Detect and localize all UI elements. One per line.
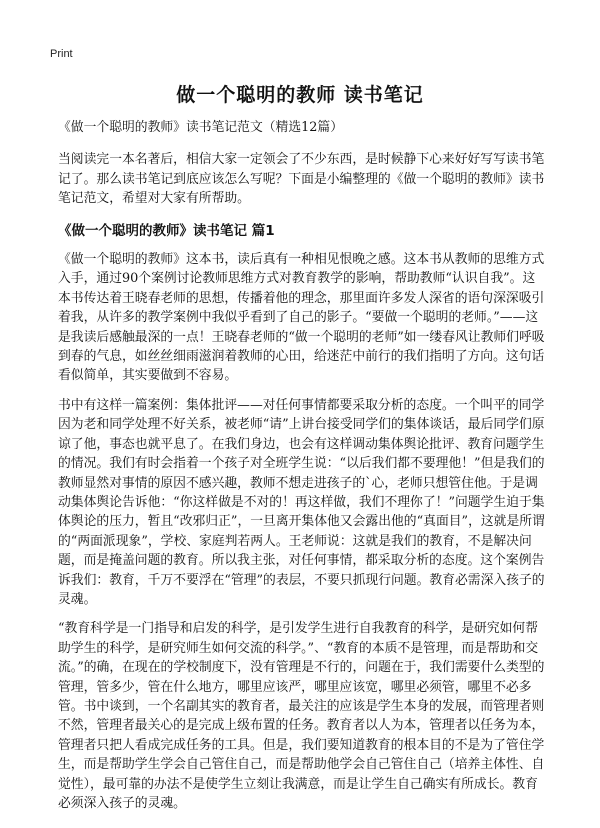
body-paragraph: 书中有这样一篇案例：集体批评——对任何事情都要采取分析的态度。一个叫平的同学因为老和同学处理不好关系，被老师“请”上讲台接受同学们的集体谈话，最后同学们原谅了他，事态也就平息了。在我们身边，也会有这样调动集体舆论批评、教育问题学生的情况。我们有时会指着一个孩子对全班学生说：“以后我们都不要理他！”但是我们的教师显然对事情的原因不感兴趣，教师不想走进孩子的`心，老师只想管住他。于是调动集体舆论告诉他：“你这样做是不对的！再这样做，我们不理你了！”问题学生迫于集体舆论的压力，暂且“改邪归正”，一旦离开集体他又会露出他的“真面目”，这就是所谓的“两面派现象”，学校、家庭判若两人。王老师说：这就是我们的教育，不是解决问题，而是掩盖问题的教育。所以我主张，对任何事情，都采取分析的态度。这个案例告诉我们：教育，千万不要浮在“管理”的表层，不要只抓现行问题。教育必需深入孩子的灵魂。 bbox=[58, 397, 545, 607]
print-link[interactable]: Print bbox=[50, 48, 73, 60]
section-heading: 《做一个聪明的教师》读书笔记 篇1 bbox=[58, 222, 275, 239]
page-title: 做一个聪明的教师 读书笔记 bbox=[176, 84, 424, 106]
body-paragraph: 《做一个聪明的教师》这本书，读后真有一种相见恨晚之感。这本书从教师的思维方式入手，通过90个案例讨论教师思维方式对教育教学的影响，帮助教师“认识自我”。这本书传达着王晓春老师的思想，传播着他的理念，那里面许多发人深省的语句深深吸引着我，从许多的教学案例中我似乎看到了自己的影子。“要做一个聪明的老师。”——这是我读后感触最深的一点！王晓春老师的“做一个聪明的老师”如一缕春风让教师们呼吸到春的气息，如丝丝细雨滋润着教师的心田，给迷茫中前行的我们指明了方向。这句话看似简单，其实要做到不容易。 bbox=[58, 252, 545, 384]
article-body bbox=[58, 118, 548, 823]
intro-paragraph: 当阅读完一本名著后，相信大家一定领会了不少东西，是时候静下心来好好写写读书笔记了。那么读书笔记到底应该怎么写呢？下面是小编整理的《做一个聪明的教师》读书笔记范文，希望对大家有所帮助。 bbox=[58, 152, 545, 207]
article-subtitle: 《做一个聪明的教师》读书笔记范文（精选12篇） bbox=[58, 120, 344, 135]
body-paragraph: “教育科学是一门指导和启发的科学，是引发学生进行自我教育的科学，是研究如何帮助学生的科学，是研究师生如何交流的科学。”、“教育的本质不是管理，而是帮助和交流。”的确，在现在的学校制度下，没有管理是不行的，问题在于，我们需要什么类型的管理，管多少，管在什么地方，哪里应该严，哪里应该宽，哪里必须管，哪里不必多管。书中谈到，一个名副其实的教育者，最关注的应该是学生本身的发展，而管理者则不然，管理者最关心的是完成上级布置的任务。教育者以人为本，管理者以任务为本，管理者只把人看成完成任务的工具。但是，我们要知道教育的根本目的不是为了管住学生，而是帮助学生学会自己管住自己，而是帮助他学会自己管住自己（培养主体性、自觉性），最可靠的办法不是使学生立刻让我满意，而是让学生自己确实有所成长。教育必须深入孩子的灵魂。 bbox=[58, 621, 545, 811]
